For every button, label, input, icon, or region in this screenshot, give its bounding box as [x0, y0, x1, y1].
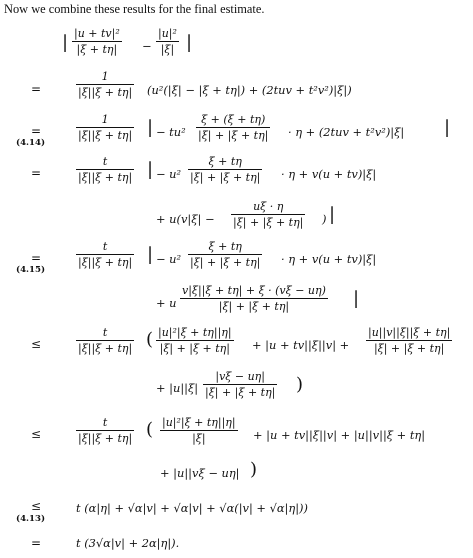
- equation-reference: (4.15): [16, 265, 46, 275]
- equation-reference: (4.13): [16, 514, 46, 524]
- fraction-numerator: |u|²|ξ + tη||η|: [162, 416, 236, 429]
- fraction-numerator: ξ + tη: [208, 155, 242, 168]
- equation-line-2-pre: − tu²: [156, 125, 186, 139]
- equation-line-1: (u²(|ξ| − |ξ + tη|) + (2tuv + t²v²)|ξ|): [147, 83, 352, 97]
- fraction-l6-inner: [180, 284, 328, 313]
- abs-bar-left: |: [147, 159, 154, 180]
- fraction-l3: [76, 155, 134, 184]
- relation-equals: =: [31, 251, 42, 265]
- relation-equals: =: [31, 124, 42, 138]
- fraction-numerator: |vξ − uη|: [215, 370, 265, 383]
- fraction-numerator: ξ + tη: [208, 240, 242, 253]
- abs-bar-left: |: [147, 117, 154, 138]
- fraction-numerator: |u|²: [158, 27, 177, 40]
- fraction-denominator: |ξ| + |ξ + tη|: [190, 171, 261, 184]
- equation-line-7-mid: + |u + tv||ξ||v| +: [252, 338, 350, 352]
- abs-bar-right: |: [186, 32, 193, 53]
- equation-line-2-post: · η + (2tuv + t²v²)|ξ|: [288, 125, 405, 139]
- fraction-numerator: ξ + (ξ + tη): [201, 113, 266, 126]
- equation-line-10: + |u||vξ − uη|: [160, 466, 240, 480]
- fraction-denominator: |ξ||ξ + tη|: [78, 171, 133, 184]
- relation-equals: =: [31, 82, 42, 96]
- fraction-l1: [76, 70, 134, 99]
- equation-line-5-post: · η + v(u + tv)|ξ|: [281, 252, 377, 266]
- paren-open: (: [146, 329, 154, 350]
- fraction-denominator: |ξ|: [192, 432, 206, 445]
- fraction-l4-inner: [231, 200, 305, 229]
- fraction-denominator: |ξ| + |ξ + tη|: [205, 386, 276, 399]
- fraction-l3-inner: [188, 155, 262, 184]
- equation-line-11: t (α|η| + √α|v| + √α|v| + √α(|v| + √α|η|)): [76, 501, 308, 515]
- fraction-l9-a: [160, 416, 238, 445]
- equation-reference: (4.14): [16, 138, 46, 148]
- paren-close: ): [296, 374, 304, 395]
- fraction-numerator: t: [102, 155, 108, 168]
- fraction-denominator: |ξ||ξ + tη|: [78, 342, 133, 355]
- abs-bar-right: |: [329, 204, 336, 225]
- equation-line-4-post: ): [322, 212, 327, 226]
- minus-sign: −: [142, 39, 152, 53]
- fraction-l7-b: [366, 326, 452, 355]
- fraction-denominator: |ξ| + |ξ + tη|: [190, 256, 261, 269]
- fraction-l2-inner: [196, 113, 270, 142]
- fraction-denominator: |ξ| + |ξ + tη|: [159, 342, 230, 355]
- paren-close: ): [250, 459, 258, 480]
- fraction-numerator: v|ξ||ξ + tη| + ξ · (vξ − uη): [182, 284, 326, 297]
- abs-bar-right: |: [353, 288, 360, 309]
- equation-line-3-pre: − u²: [156, 167, 182, 181]
- equation-line-8-pre: + |u||ξ|: [156, 381, 199, 395]
- fraction-l5-inner: [188, 240, 262, 269]
- fraction-denominator: |ξ||ξ + tη|: [78, 256, 133, 269]
- relation-leq: ≤: [31, 427, 42, 441]
- fraction-l9: [76, 416, 134, 445]
- fraction-denominator: |ξ||ξ + tη|: [78, 86, 133, 99]
- fraction-l0-b: [156, 27, 179, 56]
- fraction-numerator: uξ · η: [253, 200, 284, 213]
- equation-line-4-pre: + u(v|ξ| −: [156, 212, 215, 226]
- fraction-l7: [76, 326, 134, 355]
- fraction-l8-inner: [203, 370, 277, 399]
- relation-leq: ≤: [31, 499, 42, 513]
- paren-open: (: [146, 419, 154, 440]
- fraction-l0-a: [72, 27, 122, 56]
- fraction-denominator: |ξ| + |ξ + tη|: [373, 342, 445, 355]
- equation-line-12: t (3√α|v| + 2α|η|).: [76, 536, 180, 550]
- fraction-denominator: |ξ||ξ + tη|: [78, 129, 133, 142]
- fraction-denominator: |ξ|: [160, 43, 175, 56]
- fraction-numerator: t: [102, 240, 108, 253]
- fraction-denominator: |ξ| + |ξ + tη|: [198, 129, 269, 142]
- fraction-numerator: 1: [101, 113, 109, 126]
- fraction-numerator: t: [102, 416, 108, 429]
- abs-bar-right: |: [444, 117, 451, 138]
- intro-sentence: Now we combine these results for the final estimate.: [4, 2, 265, 16]
- fraction-l5: [76, 240, 134, 269]
- equation-line-9-mid: + |u + tv||ξ||v| + |u||v||ξ + tη|: [253, 428, 426, 442]
- equation-line-3-post: · η + v(u + tv)|ξ|: [281, 167, 377, 181]
- relation-equals: =: [31, 536, 42, 550]
- equation-line-5-pre: − u²: [156, 252, 182, 266]
- fraction-numerator: 1: [101, 70, 109, 83]
- fraction-numerator: |u + tv|²: [74, 27, 120, 40]
- fraction-l7-a: [156, 326, 234, 355]
- fraction-numerator: t: [102, 326, 108, 339]
- equation-line-6-pre: + u: [156, 296, 177, 310]
- relation-leq: ≤: [31, 337, 42, 351]
- abs-bar-left: |: [62, 32, 69, 53]
- fraction-l2: [76, 113, 134, 142]
- fraction-numerator: |u||v||ξ||ξ + tη|: [368, 326, 451, 339]
- fraction-denominator: |ξ||ξ + tη|: [78, 432, 133, 445]
- fraction-denominator: |ξ + tη|: [76, 43, 118, 56]
- relation-equals: =: [31, 166, 42, 180]
- abs-bar-left: |: [147, 244, 154, 265]
- fraction-denominator: |ξ| + |ξ + tη|: [233, 216, 304, 229]
- fraction-denominator: |ξ| + |ξ + tη|: [218, 300, 290, 313]
- fraction-numerator: |u|²|ξ + tη||η|: [158, 326, 232, 339]
